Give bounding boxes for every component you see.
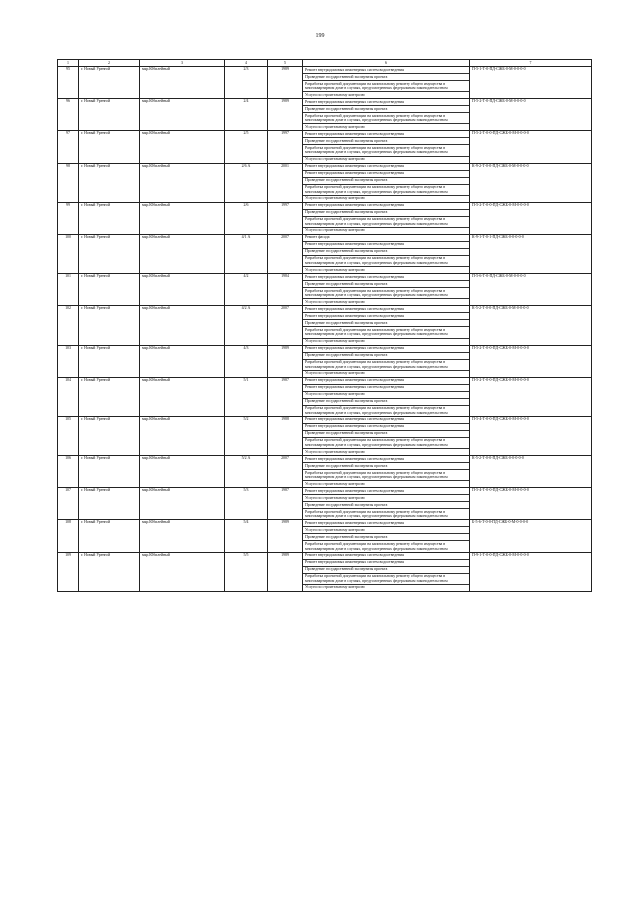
service-item [303, 431, 469, 438]
service-item-text: Ремонт внутридомовых инженерных систем водоотведения [305, 203, 404, 208]
service-item-text: Разработка проектной документации на капитальному ремонту общего имущества в многоквартирном доме в случаях, предусмотренных федеральным законодательством [305, 288, 448, 298]
service-item-text: Ремонт внутридомовых инженерных систем водоотведения [305, 417, 404, 422]
service-item [303, 299, 469, 305]
service-item [303, 306, 469, 313]
district-cell: мкр.Юбилейный [140, 131, 225, 163]
build-year-cell: 1984 [268, 274, 303, 306]
district-cell: мкр.Юбилейный [140, 456, 225, 488]
service-item-text: Проведение государственной экспертизы проекта [305, 431, 388, 436]
service-item-text: Ремонт внутридомовых инженерных систем водоотведения [305, 242, 404, 247]
service-item-text: Разработка проектной документации на капитальному ремонту общего имущества в многоквартирном доме в случаях, предусмотренных федеральным законодательством [305, 145, 448, 155]
service-item [303, 438, 469, 449]
services-cell [303, 306, 470, 345]
code-cell: П-5-4-Т-0-0-ПД-СЖБ-0-М-0-0-0-0 [470, 488, 592, 520]
code-cell: П-5-4-Т-0-0-ПД-СЖБ-0-М-0-0-0-0 [470, 416, 592, 455]
district-cell: мкр.Юбилейный [140, 67, 225, 99]
service-item [303, 385, 469, 392]
service-item [303, 585, 469, 591]
service-item [303, 424, 469, 431]
service-item-text: Разработка проектной документации на капитальному ремонту общего имущества в многоквартирном доме в случаях, предусмотренных федеральным законодательством [305, 509, 448, 519]
service-item [303, 67, 469, 74]
city-cell: г. Новый Уренгой [79, 456, 140, 488]
build-year-cell: 1987 [268, 488, 303, 520]
code-cell: Б-5-6-Т-0-0-ПД-СЖБ-0-М-0-0-0-0 [470, 520, 592, 552]
column-header: 4 [225, 60, 268, 67]
table-row [58, 306, 592, 345]
city-cell: г. Новый Уренгой [79, 234, 140, 273]
services-cell [303, 67, 470, 99]
service-item [303, 145, 469, 156]
service-item [303, 171, 469, 178]
service-item-text: Ремонт внутридомовых инженерных систем водоотведения [305, 164, 404, 169]
table-row [58, 552, 592, 591]
district-cell: мкр.Юбилейный [140, 520, 225, 552]
services-cell [303, 456, 470, 488]
row-number: 104 [58, 377, 79, 416]
service-item [303, 520, 469, 527]
service-item [303, 113, 469, 124]
house-number-cell: 4/2 [225, 274, 268, 306]
column-header: 3 [140, 60, 225, 67]
row-number: 107 [58, 488, 79, 520]
house-number-cell: 4/1 А [225, 234, 268, 273]
service-item [303, 574, 469, 585]
district-cell: мкр.Юбилейный [140, 234, 225, 273]
city-cell: г. Новый Уренгой [79, 274, 140, 306]
city-cell: г. Новый Уренгой [79, 520, 140, 552]
district-cell: мкр.Юбилейный [140, 552, 225, 591]
service-item-text: Ремонт внутридомовых инженерных систем водоотведения [305, 553, 404, 558]
code-cell: К-9-1-Т-0-1-ПД-СЖБ-0-0-0-0-0 [470, 234, 592, 273]
table-row [58, 202, 592, 234]
service-item-text: Проведение государственной экспертизы проекта [305, 210, 388, 215]
build-year-cell: 1997 [268, 202, 303, 234]
service-item-text: Ремонт внутридомовых инженерных систем водоотведения [305, 346, 404, 350]
service-item [303, 495, 469, 502]
service-item [303, 417, 469, 424]
column-header: 2 [79, 60, 140, 67]
city-cell: г. Новый Уренгой [79, 202, 140, 234]
service-item-text: Проведение государственной экспертизы проекта [305, 106, 388, 111]
service-item-text: Проведение государственной экспертизы проекта [305, 353, 388, 357]
build-year-cell: 2007 [268, 456, 303, 488]
district-cell: мкр.Юбилейный [140, 274, 225, 306]
city-cell: г. Новый Уренгой [79, 377, 140, 416]
city-cell: г. Новый Уренгой [79, 488, 140, 520]
service-item-text: Ремонт внутридомовых инженерных систем водоотведения [305, 456, 404, 461]
district-cell: мкр.Юбилейный [140, 488, 225, 520]
row-number: 96 [58, 99, 79, 131]
service-item-text: Услуги по строительному контролю [305, 124, 365, 129]
service-item-text: Проведение государственной экспертизы проекта [305, 249, 388, 254]
service-item [303, 470, 469, 481]
services-cell [303, 234, 470, 273]
service-item-text: Услуги по строительному контролю [305, 527, 365, 532]
service-item-text: Услуги по строительному контролю [305, 392, 365, 397]
column-header: 7 [470, 60, 592, 67]
service-item-text: Услуги по строительному контролю [305, 157, 365, 162]
service-item-text: Ремонт внутридомовых инженерных систем водоотведения [305, 171, 404, 176]
service-item [303, 339, 469, 345]
service-item [303, 92, 469, 98]
service-item-text: Услуги по строительному контролю [305, 339, 365, 343]
service-item [303, 210, 469, 217]
city-cell: г. Новый Уренгой [79, 67, 140, 99]
build-year-cell: 1989 [268, 67, 303, 99]
service-item-text: Разработка проектной документации на капитальному ремонту общего имущества в многоквартирном доме в случаях, предусмотренных федеральным законодательством [305, 113, 448, 123]
service-item-text: Услуги по строительному контролю [305, 196, 365, 201]
service-item-text: Ремонт внутридомовых инженерных систем водоотведения [305, 274, 404, 279]
build-year-cell: 1987 [268, 377, 303, 416]
service-item-text: Разработка проектной документации на капитальному ремонту общего имущества в многоквартирном доме в случаях, предусмотренных федеральным законодательством [305, 185, 448, 194]
service-item [303, 353, 469, 360]
build-year-cell: 1989 [268, 345, 303, 377]
house-number-cell: 5/2 [225, 416, 268, 455]
table-row [58, 131, 592, 163]
service-item [303, 406, 469, 416]
build-year-cell: 2007 [268, 306, 303, 345]
code-cell: К-5-2-Т-0-0-ПД-СЖБ-0-0-0-0-0 [470, 456, 592, 488]
table-row [58, 234, 592, 273]
service-item [303, 185, 469, 196]
city-cell: г. Новый Уренгой [79, 131, 140, 163]
service-item [303, 560, 469, 567]
table-row [58, 520, 592, 552]
service-item-text: Проведение государственной экспертизы проекта [305, 534, 388, 539]
service-item [303, 228, 469, 234]
house-number-cell: 2/6 [225, 202, 268, 234]
column-header: 5 [268, 60, 303, 67]
service-item [303, 81, 469, 92]
service-item-text: Разработка проектной документации на капитальному ремонту общего имущества в многоквартирном доме в случаях, предусмотренных федеральным законодательством [305, 81, 448, 91]
service-item-text: Ремонт внутридомовых инженерных систем водоотведения [305, 378, 404, 383]
service-item [303, 360, 469, 371]
service-item-text: Услуги по строительному контролю [305, 449, 365, 454]
service-item [303, 320, 469, 327]
code-cell: П-5-2-Т-0-0-ПД-СЖБ-0-М-0-0-0-0 [470, 377, 592, 416]
service-item-text: Разработка проектной документации на капитальному ремонту общего имущества в многоквартирном доме в случаях, предусмотренных федеральным законодательством [305, 574, 448, 583]
service-item [303, 527, 469, 534]
service-item [303, 203, 469, 210]
service-item [303, 288, 469, 299]
service-item [303, 99, 469, 106]
build-year-cell: 1997 [268, 131, 303, 163]
house-number-cell: 5/3 [225, 488, 268, 520]
table-row [58, 377, 592, 416]
row-number: 105 [58, 416, 79, 455]
services-cell [303, 416, 470, 455]
house-number-cell: 5/5 [225, 552, 268, 591]
table-row [58, 345, 592, 377]
house-number-cell: 4/3 [225, 345, 268, 377]
service-item-text: Услуги по строительному контролю [305, 495, 365, 500]
row-number: 106 [58, 456, 79, 488]
services-cell [303, 99, 470, 131]
service-item-text: Ремонт внутридомовых инженерных систем водоотведения [305, 67, 404, 72]
page-number: 199 [315, 33, 325, 39]
city-cell: г. Новый Уренгой [79, 99, 140, 131]
service-item [303, 281, 469, 288]
district-cell: мкр.Юбилейный [140, 99, 225, 131]
service-item-text: Ремонт внутридомовых инженерных систем водоотведения [305, 131, 404, 136]
capital-repair-table [57, 59, 592, 592]
house-number-cell: 2/4 [225, 99, 268, 131]
services-cell [303, 488, 470, 520]
service-item-text: Услуги по строительному контролю [305, 228, 365, 233]
service-item-text: Проведение государственной экспертизы проекта [305, 399, 388, 404]
service-item-text: Проведение государственной экспертизы проекта [305, 281, 388, 286]
service-item [303, 553, 469, 560]
service-item-text: Проведение государственной экспертизы проекта [305, 502, 388, 507]
services-cell [303, 520, 470, 552]
column-header: 1 [58, 60, 79, 67]
service-item-text: Разработка проектной документации на капитальному ремонту общего имущества в многоквартирном доме в случаях, предусмотренных федеральным законодательством [305, 327, 448, 337]
service-item [303, 138, 469, 145]
service-item [303, 346, 469, 353]
district-cell: мкр.Юбилейный [140, 345, 225, 377]
service-item-text: Ремонт внутридомовых инженерных систем водоотведения [305, 424, 404, 429]
services-cell [303, 552, 470, 591]
service-item [303, 157, 469, 163]
service-item [303, 371, 469, 377]
service-item-text: Ремонт внутридомовых инженерных систем водоотведения [305, 520, 404, 525]
build-year-cell: 2001 [268, 163, 303, 202]
service-item-text: Услуги по строительному контролю [305, 585, 365, 590]
service-item-text: Услуги по строительному контролю [305, 299, 365, 304]
service-item [303, 541, 469, 551]
service-item [303, 131, 469, 138]
row-number: 98 [58, 163, 79, 202]
service-item-text: Разработка проектной документации на капитальному ремонту общего имущества в многоквартирном доме в случаях, предусмотренных федеральным законодательством [305, 438, 448, 447]
services-cell [303, 163, 470, 202]
service-item [303, 124, 469, 130]
column-header-row [58, 60, 592, 67]
service-item [303, 327, 469, 338]
row-number: 99 [58, 202, 79, 234]
service-item [303, 534, 469, 541]
house-number-cell: 2/6 А [225, 163, 268, 202]
table-row [58, 416, 592, 455]
service-item-text: Услуги по строительному контролю [305, 371, 365, 376]
code-cell: К-5-2-Т-0-0-ПД-СЖБ-0-М-0-0-0-0 [470, 306, 592, 345]
row-number: 103 [58, 345, 79, 377]
table-row [58, 488, 592, 520]
service-item-text: Услуги по строительному контролю [305, 481, 365, 486]
district-cell: мкр.Юбилейный [140, 202, 225, 234]
service-item-text: Ремонт внутридомовых инженерных систем водоотведения [305, 385, 404, 390]
service-item-text: Ремонт внутридомовых инженерных систем водоотведения [305, 313, 404, 318]
build-year-cell: 2007 [268, 234, 303, 273]
service-item-text: Разработка проектной документации на капитальному ремонту общего имущества в многоквартирном доме в случаях, предусмотренных федеральным законодательством [305, 470, 448, 480]
service-item-text: Разработка проектной документации на капитальному ремонту общего имущества в многоквартирном доме в случаях, предусмотренных федеральным законодательством [305, 406, 448, 415]
service-item [303, 567, 469, 574]
city-cell: г. Новый Уренгой [79, 345, 140, 377]
service-item-text: Разработка проектной документации на капитальному ремонту общего имущества в многоквартирном доме в случаях, предусмотренных федеральным законодательством [305, 360, 448, 369]
table-row [58, 67, 592, 99]
district-cell: мкр.Юбилейный [140, 377, 225, 416]
service-item [303, 164, 469, 171]
service-item [303, 267, 469, 273]
build-year-cell: 1988 [268, 416, 303, 455]
row-number: 100 [58, 234, 79, 273]
column-header: 6 [303, 60, 470, 67]
service-item [303, 392, 469, 399]
service-item-text: Проведение государственной экспертизы проекта [305, 178, 388, 183]
service-item-text: Ремонт фасада [305, 235, 330, 240]
service-item [303, 449, 469, 455]
build-year-cell: 1989 [268, 520, 303, 552]
service-item [303, 235, 469, 242]
city-cell: г. Новый Уренгой [79, 552, 140, 591]
row-number: 95 [58, 67, 79, 99]
row-number: 97 [58, 131, 79, 163]
services-cell [303, 377, 470, 416]
service-item [303, 274, 469, 281]
service-item-text: Ремонт внутридомовых инженерных систем водоотведения [305, 306, 404, 311]
table-row [58, 274, 592, 306]
build-year-cell: 1989 [268, 99, 303, 131]
code-cell: П-5-2-Т-0-0-ПД-СЖБ-0-М-0-0-0-0 [470, 131, 592, 163]
service-item-text: Ремонт внутридомовых инженерных систем водоотведения [305, 560, 404, 565]
service-item [303, 313, 469, 320]
code-cell: П-5-1-Т-0-ПД-СЖБ-0-М-0-0-0-0 [470, 67, 592, 99]
service-item-text: Разработка проектной документации на капитальному ремонту общего имущества в многоквартирном доме в случаях, предусмотренных федеральным законодательством [305, 541, 448, 551]
build-year-cell: 1989 [268, 552, 303, 591]
house-number-cell: 5/2 А [225, 456, 268, 488]
city-cell: г. Новый Уренгой [79, 306, 140, 345]
table-row [58, 456, 592, 488]
service-item [303, 481, 469, 487]
city-cell: г. Новый Уренгой [79, 163, 140, 202]
service-item [303, 463, 469, 470]
service-item [303, 456, 469, 463]
service-item-text: Услуги по строительному контролю [305, 267, 365, 272]
house-number-cell: 2/3 [225, 67, 268, 99]
house-number-cell: 4/2 А [225, 306, 268, 345]
service-item [303, 242, 469, 249]
service-item-text: Разработка проектной документации на капитальному ремонту общего имущества в многоквартирном доме в случаях, предусмотренных федеральным законодательством [305, 217, 448, 226]
house-number-cell: 2/5 [225, 131, 268, 163]
service-item-text: Проведение государственной экспертизы проекта [305, 463, 388, 468]
code-cell: К-9-2-Т-0-0-ПД-СЖБ-0-М-0-0-0-0 [470, 163, 592, 202]
code-cell: П-5-6-Т-0-ПД-СЖБ-0-М-0-0-0-0 [470, 274, 592, 306]
row-number: 101 [58, 274, 79, 306]
row-number: 108 [58, 520, 79, 552]
services-cell [303, 345, 470, 377]
services-cell [303, 131, 470, 163]
service-item-text: Проведение государственной экспертизы проекта [305, 567, 388, 572]
table-row [58, 163, 592, 202]
service-item [303, 488, 469, 495]
service-item-text: Ремонт внутридомовых инженерных систем водоотведения [305, 99, 404, 104]
row-number: 102 [58, 306, 79, 345]
service-item [303, 509, 469, 519]
city-cell: г. Новый Уренгой [79, 416, 140, 455]
services-cell [303, 202, 470, 234]
code-cell: П-9-1-Т-0-0-ПД-СЖБ-0-М-0-0-0-0 [470, 552, 592, 591]
service-item-text: Услуги по строительному контролю [305, 92, 365, 97]
service-item [303, 256, 469, 267]
service-item [303, 106, 469, 113]
house-number-cell: 5/4 [225, 520, 268, 552]
service-item-text: Разработка проектной документации на капитальному ремонту общего имущества в многоквартирном доме в случаях, предусмотренных федеральным законодательством [305, 256, 448, 266]
service-item-text: Проведение государственной экспертизы проекта [305, 320, 388, 325]
house-number-cell: 5/1 [225, 377, 268, 416]
service-item-text: Проведение государственной экспертизы проекта [305, 74, 388, 79]
code-cell: П-5-2-Т-0-0-ПД-СЖБ-0-М-0-0-0-0 [470, 345, 592, 377]
service-item [303, 502, 469, 509]
service-item [303, 249, 469, 256]
service-item [303, 378, 469, 385]
service-item-text: Проведение государственной экспертизы проекта [305, 138, 388, 143]
table-row [58, 99, 592, 131]
code-cell: П-5-2-Т-0-ПД-СЖБ-0-М-0-0-0-0 [470, 99, 592, 131]
service-item [303, 196, 469, 202]
service-item [303, 74, 469, 81]
district-cell: мкр.Юбилейный [140, 416, 225, 455]
service-item [303, 217, 469, 228]
row-number: 109 [58, 552, 79, 591]
services-cell [303, 274, 470, 306]
service-item [303, 399, 469, 406]
district-cell: мкр.Юбилейный [140, 306, 225, 345]
service-item [303, 178, 469, 185]
district-cell: мкр.Юбилейный [140, 163, 225, 202]
code-cell: П-5-2-Т-0-0-ПД-СЖБ-0-М-0-0-0-0 [470, 202, 592, 234]
service-item-text: Ремонт внутридомовых инженерных систем водоотведения [305, 488, 404, 493]
